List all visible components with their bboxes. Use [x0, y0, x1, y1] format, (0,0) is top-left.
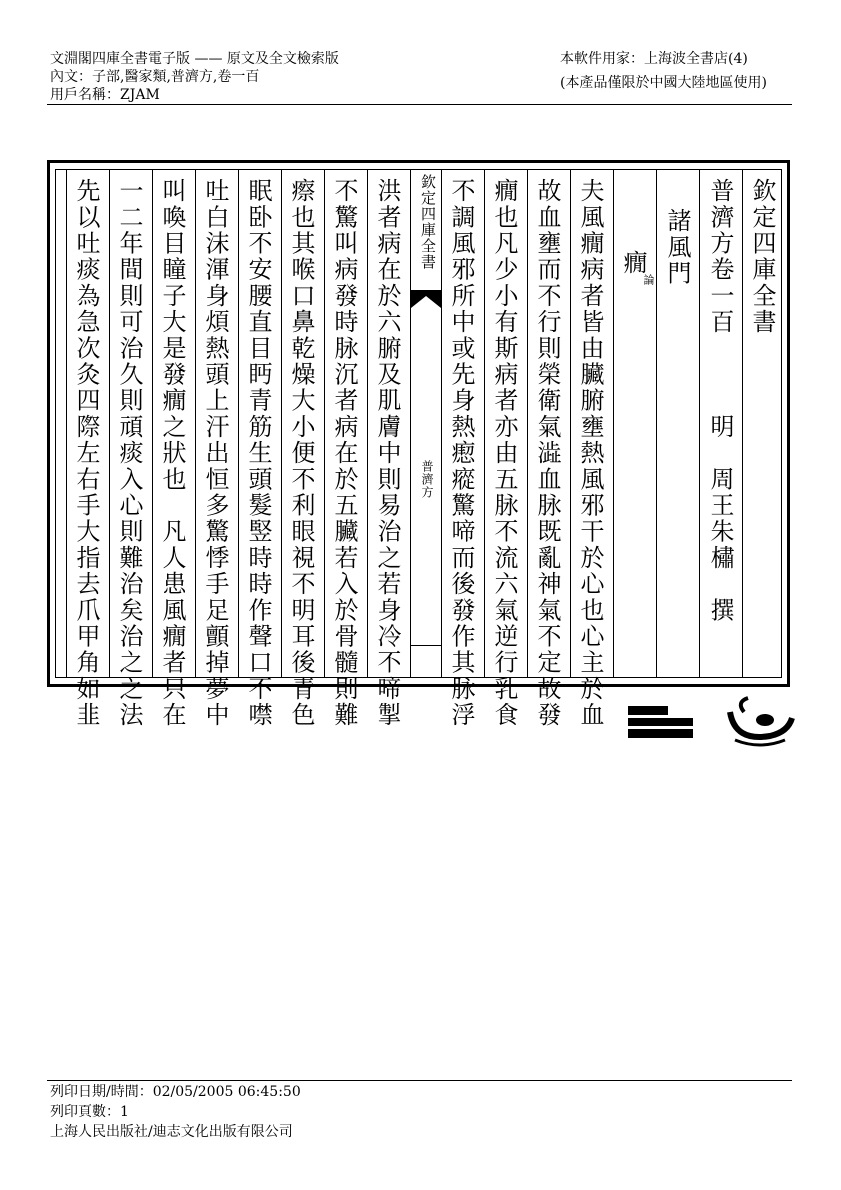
- body-line: 癇也凡少小有斯病者亦由五脉不流六氣逆行乳食: [490, 178, 518, 729]
- print-date: 列印日期/時間：02/05/2005 06:45:50: [50, 1084, 301, 1100]
- body-line: 瘵也其喉口鼻乾燥大小便不利眼視不明耳後青色: [287, 178, 315, 729]
- fold-book-label: 普濟方: [420, 460, 434, 499]
- page-frame: [47, 160, 790, 729]
- text-column: [324, 170, 368, 729]
- text-column: [367, 170, 411, 729]
- page-inner-frame: [55, 169, 782, 729]
- topic-title: 癇: [619, 250, 647, 277]
- volume-title: 普濟方卷一百 明 周王朱橚 撰: [706, 178, 734, 624]
- header-right: [560, 50, 810, 92]
- header-user: 用戶名稱：ZJAM: [50, 87, 160, 103]
- header-title: 文淵閣四庫全書電子版 —— 原文及全文檢索版: [50, 51, 339, 67]
- text-column: [66, 170, 110, 729]
- body-line: 吐白沫渾身煩熱頭上汗出恒多驚悸手足顫掉夢中: [201, 178, 229, 729]
- fold-collection-label: 欽定四庫全書: [419, 174, 437, 270]
- text-column: [527, 170, 571, 729]
- header-divider: [47, 104, 792, 105]
- publisher: 上海人民出版社/迪志文化出版有限公司: [50, 1124, 293, 1140]
- text-column: [699, 170, 743, 677]
- header-notice: (本產品僅限於中國大陸地區使用): [560, 75, 767, 91]
- body-line: 不調風邪所中或先身熱瘛瘲驚啼而後發作其脉浮: [447, 178, 475, 729]
- fish-tail-mark-icon: [411, 290, 441, 308]
- publisher-logo-icon: [620, 690, 795, 750]
- print-pages: 列印頁數：1: [50, 1104, 129, 1120]
- text-column: [613, 170, 657, 677]
- collection-title: 欽定四庫全書: [748, 178, 776, 336]
- body-line: 先以吐痰為急次灸四際左右手大指去爪甲角如韭: [72, 178, 100, 729]
- body-line: 眠卧不安腰直目眄青筋生頭髮竪時時作聲口不噤: [244, 178, 272, 729]
- section-title: 諸風門: [663, 208, 691, 287]
- text-column: [195, 170, 239, 729]
- topic-note: 論: [642, 274, 655, 285]
- text-column: [484, 170, 528, 729]
- text-column: [570, 170, 614, 729]
- text-column: [152, 170, 196, 729]
- body-line: 不驚叫病發時脉沉者病在於五臟若入於骨髓則難: [330, 178, 358, 729]
- footer-divider: [47, 1080, 792, 1081]
- text-column: [281, 170, 325, 729]
- header-left: [50, 50, 490, 104]
- text-column: [742, 170, 783, 677]
- text-column: [109, 170, 153, 729]
- body-line: 一二年間則可治久則頑痰入心則難治矣治之之法: [115, 178, 143, 729]
- text-column: [441, 170, 485, 729]
- header-content: 內文：子部,醫家類,普濟方,卷一百: [50, 69, 260, 85]
- body-line: 夫風癇病者皆由臟腑壅熱風邪干於心也心主於血: [576, 178, 604, 729]
- center-fold: [410, 170, 442, 677]
- body-line: 故血壅而不行則榮衛氣澁血脉既亂神氣不定故發: [533, 178, 561, 729]
- header-licensee: 本軟件用家：上海波全書店(4): [560, 51, 748, 67]
- body-line: 叫喚目瞳子大是發癇之狀也 凡人患風癇者只在: [158, 178, 186, 729]
- body-line: 洪者病在於六腑及肌膚中則易治之若身冷不啼掣: [373, 178, 401, 729]
- text-column: [238, 170, 282, 729]
- text-column: [656, 170, 700, 677]
- footer: [50, 1082, 301, 1142]
